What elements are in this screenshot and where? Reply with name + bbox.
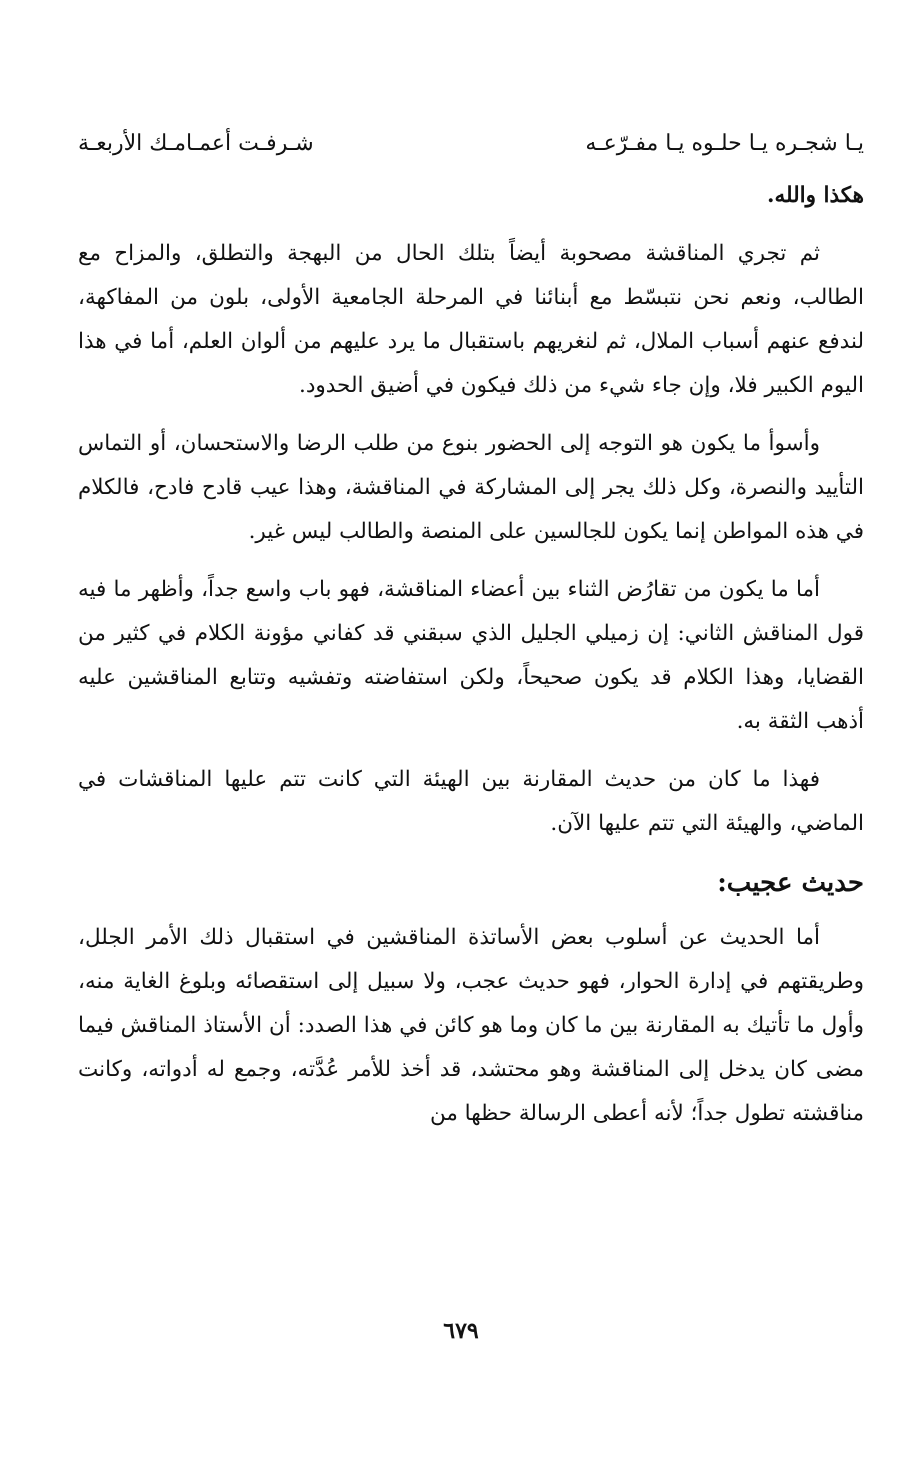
page-body (78, 118, 864, 1150)
paragraph-merriment: ثم تجري المناقشة مصحوبة أيضاً بتلك الحال من البهجة والتطلق، والمزاح مع الطالب، ونعم نحن نتبسّط مع أبنائنا في المرحلة الجامعية الأولى، بلون من المفاكهة، لندفع عنهم أسباب الملال، ثم لنغريهم باستقبال ما يرد عليهم من ألوان العلم، أما في هذا اليوم الكبير فلا، وإن جاء شيء من ذلك فيكون في أضيق الحدود. (78, 241, 864, 398)
paragraph-audience: وأسوأ ما يكون هو التوجه إلى الحضور بنوع من طلب الرضا والاستحسان، أو التماس التأييد والنصرة، وكل ذلك يجر إلى المشاركة في المناقشة، وهذا عيب قادح فادح، فالكلام في هذه المواطن إنما يكون للجالسين على المنصة والطالب ليس غير. (78, 431, 864, 544)
verse-closing-remark: هكذا والله. (767, 183, 864, 208)
verse-first-hemistich: يـا شجـره يـا حلـوه يـا مفـرّعـه (585, 131, 864, 156)
paragraph-comparison: فهذا ما كان من حديث المقارنة بين الهيئة التي كانت تتم عليها المناقشات في الماضي، والهيئة التي تتم عليها الآن. (78, 767, 864, 836)
paragraph-examiners: أما الحديث عن أسلوب بعض الأساتذة المناقشين في استقبال ذلك الأمر الجلل، وطريقتهم في إدارة الحوار، فهو حديث عجب، ولا سبيل إلى استقصائه وبلوغ الغاية منه، وأول ما تأتيك به المقارنة بين ما كان وما هو كائن في هذا الصدد: أن الأستاذ المناقش فيما مضى كان يدخل إلى المناقشة وهو محتشد، قد أخذ للأمر عُدَّته، وجمع له أدواته، وكانت مناقشته تطول جداً؛ لأنه أعطى الرسالة حظها من (78, 925, 864, 1126)
poem-verse (78, 118, 864, 170)
paragraph-praise: أما ما يكون من تقارُض الثناء بين أعضاء المناقشة، فهو باب واسع جداً، وأظهر ما فيه قول المناقش الثاني: إن زميلي الجليل الذي سبقني قد كفاني مؤونة الكلام في كثير من القضايا، وهذا الكلام قد يكون صحيحاً، ولكن استفاضته وتفشيه وتتابع المناقشين عليه أذهب الثقة به. (78, 577, 864, 734)
verse-second-hemistich: شـرفـت أعمـامـك الأربعـة (78, 131, 314, 156)
section-heading: حديث عجيب: (717, 868, 864, 898)
page-number: ٦٧٩ (443, 1318, 479, 1344)
